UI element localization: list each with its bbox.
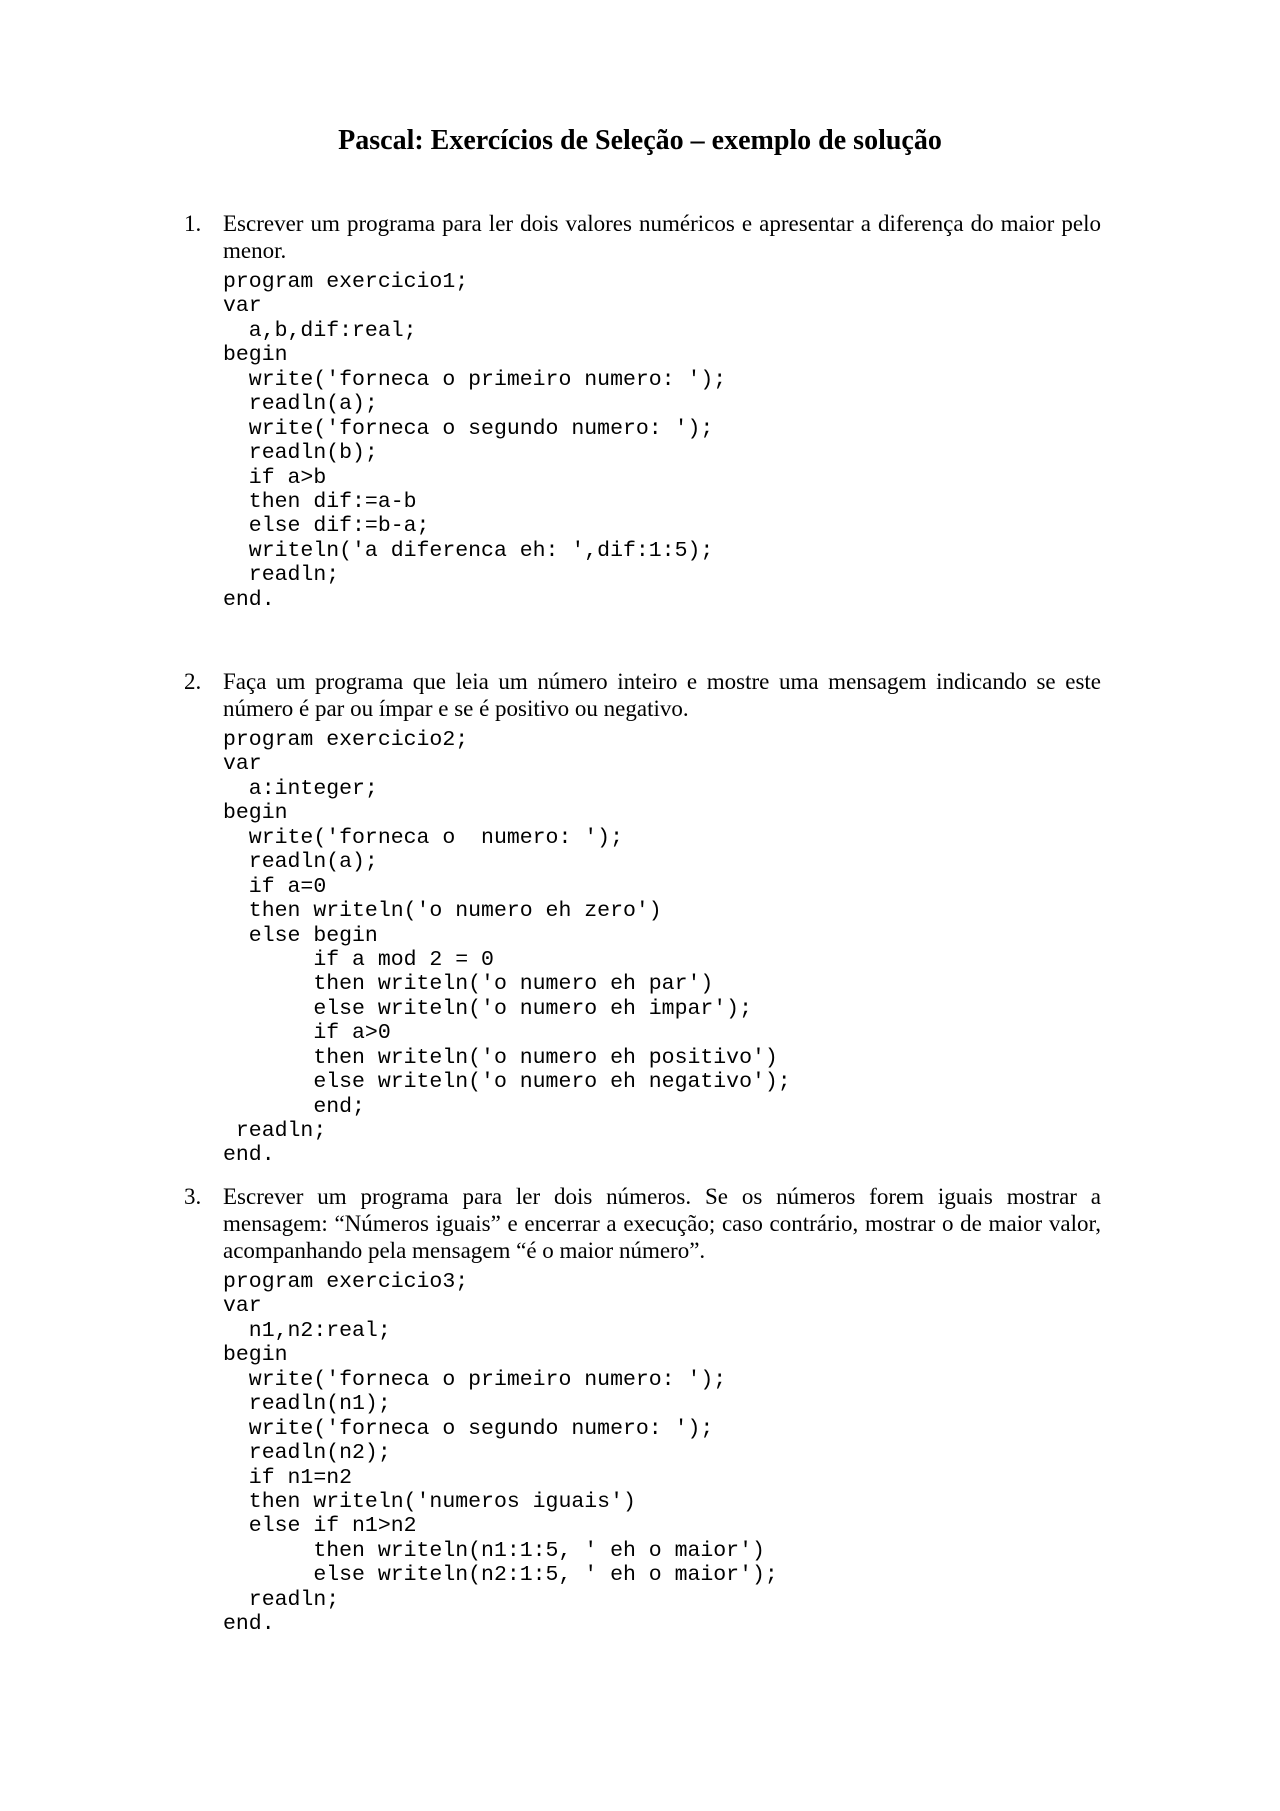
code-line: begin bbox=[223, 1343, 288, 1368]
code-line: write('forneca o numero: '); bbox=[223, 825, 623, 850]
code-block bbox=[223, 728, 791, 1168]
code-line: a:integer; bbox=[223, 776, 378, 801]
code-line: else dif:=b-a; bbox=[223, 514, 430, 539]
exercise-statement: Escrever um programa para ler dois valores numéricos e apresentar a diferença do maior pelo menor. bbox=[223, 211, 1101, 263]
code-block bbox=[223, 270, 726, 612]
code-line: readln; bbox=[223, 1119, 327, 1143]
code-line: else writeln(n2:1:5, ' eh o maior'); bbox=[223, 1563, 778, 1588]
code-line: else writeln('o numero eh impar'); bbox=[223, 996, 752, 1021]
code-line: begin bbox=[223, 343, 288, 368]
code-line: program exercicio1; bbox=[223, 270, 469, 294]
code-line: then writeln(n1:1:5, ' eh o maior') bbox=[223, 1538, 765, 1563]
code-line: then dif:=a-b bbox=[223, 489, 417, 514]
code-line: readln(b); bbox=[223, 441, 378, 466]
code-line: write('forneca o segundo numero: '); bbox=[223, 416, 714, 441]
code-line: program exercicio2; bbox=[223, 728, 469, 752]
code-line: if a>0 bbox=[223, 1021, 391, 1046]
code-line: end; bbox=[223, 1094, 365, 1119]
code-line: write('forneca o primeiro numero: '); bbox=[223, 367, 727, 392]
code-line: writeln('a diferenca eh: ',dif:1:5); bbox=[223, 538, 714, 563]
code-line: readln(a); bbox=[223, 850, 378, 875]
code-line: else begin bbox=[223, 923, 378, 948]
code-line: if n1=n2 bbox=[223, 1465, 353, 1490]
code-line: readln; bbox=[223, 563, 340, 588]
exercise-statement: Faça um programa que leia um número inteiro e mostre uma mensagem indicando se este número é par ou ímpar e se é positivo ou negativo. bbox=[223, 669, 1101, 721]
code-line: else if n1>n2 bbox=[223, 1514, 417, 1539]
code-line: if a mod 2 = 0 bbox=[223, 947, 494, 972]
code-line: write('forneca o primeiro numero: '); bbox=[223, 1367, 727, 1392]
code-line: a,b,dif:real; bbox=[223, 318, 417, 343]
code-line: var bbox=[223, 752, 262, 777]
code-line: end. bbox=[223, 1612, 275, 1637]
code-line: var bbox=[223, 1294, 262, 1319]
code-line: var bbox=[223, 294, 262, 319]
exercise-number: 2. bbox=[184, 669, 202, 694]
code-line: n1,n2:real; bbox=[223, 1318, 391, 1343]
code-line: else writeln('o numero eh negativo'); bbox=[223, 1070, 791, 1095]
code-line: if a=0 bbox=[223, 874, 327, 899]
exercise-number: 3. bbox=[184, 1184, 202, 1209]
code-line: end. bbox=[223, 1143, 275, 1168]
code-line: begin bbox=[223, 801, 288, 826]
code-line: then writeln('o numero eh par') bbox=[223, 972, 714, 997]
code-line: then writeln('numeros iguais') bbox=[223, 1489, 636, 1514]
code-line: write('forneca o segundo numero: '); bbox=[223, 1416, 714, 1441]
code-line: then writeln('o numero eh zero') bbox=[223, 899, 662, 924]
code-line: end. bbox=[223, 587, 275, 612]
code-block bbox=[223, 1270, 778, 1637]
code-line: readln; bbox=[223, 1587, 340, 1612]
code-line: if a>b bbox=[223, 465, 327, 490]
exercise-statement: Escrever um programa para ler dois números. Se os números forem iguais mostrar a mensagem: “Números iguais” e encerrar a execução; caso contrário, mostrar o de maior valor, acompanhando pela mensagem “é o maior número”. bbox=[223, 1184, 1101, 1263]
code-line: readln(a); bbox=[223, 392, 378, 417]
code-line: then writeln('o numero eh positivo') bbox=[223, 1045, 778, 1070]
exercise-number: 1. bbox=[184, 211, 202, 236]
page-title: Pascal: Exercícios de Seleção – exemplo de solução bbox=[338, 125, 942, 156]
code-line: readln(n2); bbox=[223, 1441, 391, 1466]
code-line: readln(n1); bbox=[223, 1392, 391, 1417]
code-line: program exercicio3; bbox=[223, 1270, 469, 1294]
